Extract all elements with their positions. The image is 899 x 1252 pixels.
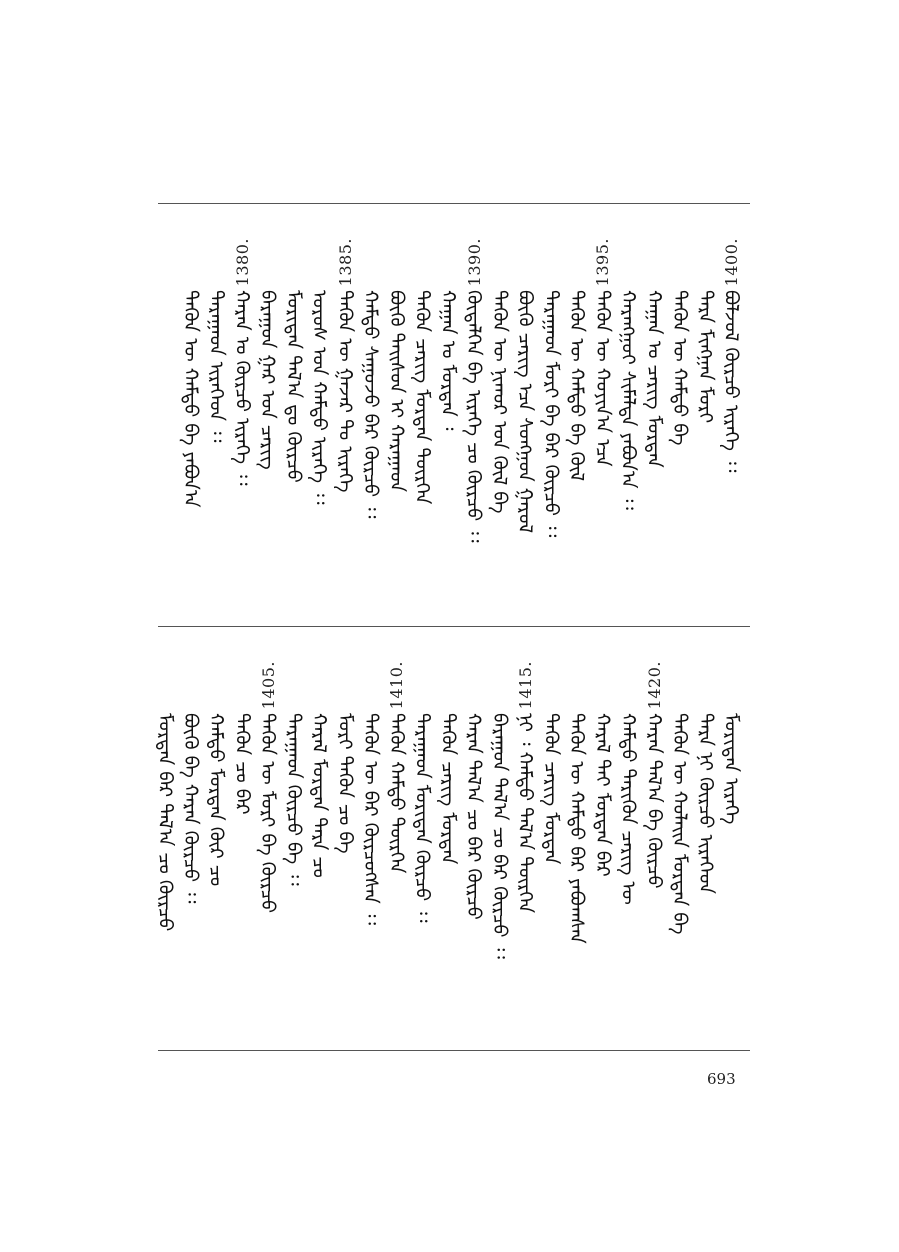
verse-text: ᠬᠠᠷᠠᠨ ᠲᠠᠯ᠎ᠠ ᠴᠤ ᠪᠠᠷ ᠬᠦᠷᠴᠦ xyxy=(462,713,485,920)
verse-text: ᠲᠡᠭᠦᠨ ᠦ ᠬᠣᠶᠢᠨ᠎ᠠ ᠡᠴᠡ xyxy=(591,290,614,467)
verse-text: ᠬᠠᠮᠲᠤ ᠲᠡᠷᠢᠭᠦᠨ ᠴᠡᠷᠢᠭ ᠦ xyxy=(617,713,640,905)
verse-text: ᠲᠠᠷᠠᠭᠠᠳ ᠢᠷᠡᠭᠡᠳ ᠄᠄ xyxy=(205,290,228,443)
verse-text: ᠬᠠᠷᠠᠨ ᠲᠠᠯ᠎ᠠ ᠪᠠ ᠬᠦᠷᠴᠦ xyxy=(642,713,665,889)
verse-line xyxy=(148,637,182,1042)
verse-text: ᠲᠠᠷᠠᠭᠠᠳ ᠬᠦᠷᠴᠦ ᠪᠠ ᠄᠄ xyxy=(282,713,305,886)
verse-text: ᠲᠡᠭᠦᠨ ᠬᠠᠮᠲᠤ ᠲᠦᠷᠭᠡᠨ xyxy=(385,713,408,874)
verse-text: ᠬᠠᠷᠠᠯ ᠲᠠᠢ ᠮᠣᠷᠳᠠᠨ ᠪᠠᠷ xyxy=(591,713,614,877)
line-number: 1410. xyxy=(387,661,407,710)
verse-text: ᠲᠡᠷᠡ ᠮᠢᠩᠭᠠᠨ ᠮᠣᠷᠢ xyxy=(694,290,717,424)
line-number: 1395. xyxy=(593,238,613,287)
verse-text: ᠬᠠᠷᠠᠯ ᠮᠣᠷᠳᠠᠨ ᠲᠡᠷᠡ ᠴᠤ xyxy=(308,713,331,878)
verse-text: ᠲᠡᠭᠦᠨ ᠦ ᠪᠠᠷ ᠬᠦᠷᠴᠦᠭᠰᠡᠨ ᠄᠄ xyxy=(359,713,382,926)
verse-text: ᠲᠡᠷᠡ ᠨᠢ ᠬᠦᠷᠴᠦ ᠢᠷᠡᠭᠡᠳ xyxy=(694,713,717,894)
middle-divider xyxy=(158,626,750,627)
verse-text: ᠪᠠᠷᠠᠭᠤᠨ ᠲᠠᠯ᠎ᠠ ᠴᠤ ᠪᠠᠷ ᠬᠦᠷᠴᠦ ᠄᠄ xyxy=(488,713,511,959)
verse-text: ᠲᠡᠭᠦᠨ ᠴᠤ ᠪᠠᠷ xyxy=(230,713,253,815)
verse-text: ᠲᠠᠷᠠᠭᠠᠳ ᠮᠣᠷᠢ ᠪᠠ ᠪᠠᠷ ᠬᠦᠷᠴᠦ ᠄᠄ xyxy=(539,290,562,538)
verse-text: ᠬᠠᠭᠠᠨ ᠤ ᠮᠣᠷᠳᠠᠨ ᠄ xyxy=(436,290,459,431)
verse-text: ᠪᠦᠬᠦ ᠪᠠ ᠬᠠᠷᠠᠨ ᠬᠦᠷᠴᠦ ᠄᠄ xyxy=(179,713,202,904)
verse-text: ᠪᠦᠬᠦ ᠴᠡᠷᠢᠭ ᠡᠴᠡ ᠰᠣᠩᠭᠣᠨ ᠭᠠᠷᠤᠯ xyxy=(514,290,537,534)
verse-text: ᠮᠣᠷᠳᠠᠨ ᠪᠠᠷ ᠲᠠᠯ᠎ᠠ ᠴᠤ ᠬᠦᠷᠴᠦ xyxy=(153,713,176,932)
verse-line xyxy=(173,214,207,619)
top-divider xyxy=(158,203,750,204)
verse-text: ᠲᠡᠭᠦᠨ ᠦ ᠬᠠᠮᠲᠤ ᠪᠠ ᠬᠥᠯ xyxy=(565,290,588,482)
verse-block-2 xyxy=(153,637,750,1042)
verse-text: ᠬᠠᠷᠠᠩᠭᠤᠢ ᠰᠢᠮᠠᠯᠲᠠ ᠶᠠᠪᠤᠨ᠎ᠠ ᠄᠄ xyxy=(617,290,640,510)
verse-text: ᠬᠠᠷᠠᠨ ᠤ ᠬᠦᠷᠴᠦ ᠢᠷᠡᠭᠡ ᠄᠄ xyxy=(230,290,253,486)
verse-text: ᠮᠣᠷᠢᠳᠠᠨ ᠲᠠᠯ᠎ᠠ ᠳᠤ ᠬᠦᠷᠴᠦ xyxy=(282,290,305,483)
line-number: 1415. xyxy=(516,661,536,710)
line-number: 1400. xyxy=(722,238,741,287)
verse-text: ᠲᠡᠭᠦᠨ ᠴᠡᠷᠢᠭ ᠮᠣᠷᠳᠠᠨ xyxy=(436,713,459,865)
verse-text: ᠲᠡᠭᠦᠨ ᠦ ᠬᠠᠮᠲᠤ ᠪᠠ xyxy=(668,290,691,446)
line-number: 1420. xyxy=(644,661,664,710)
verse-text: ᠲᠠᠷᠠᠭᠠᠳ ᠮᠣᠷᠢᠳᠠᠨ ᠬᠦᠷᠴᠦ ᠄᠄ xyxy=(411,713,434,923)
verse-text: ᠲᠡᠭᠦᠨ ᠴᠡᠷᠢᠭ ᠮᠣᠷᠳᠠᠨ xyxy=(539,713,562,865)
verse-text: ᠬᠠᠮᠲᠤ ᠰᠠᠭᠤᠵᠤ ᠪᠠᠷ ᠬᠦᠷᠴᠦ ᠄᠄ xyxy=(359,290,382,519)
verse-text: ᠪᠠᠷᠠᠭᠤᠨ ᠭᠠᠷ ᠤᠨ ᠴᠡᠷᠢᠭ xyxy=(256,290,279,470)
verse-text: ᠲᠡᠭᠦᠨ ᠦ ᠨᠢᠬᠤᠷ ᠤᠨ ᠬᠥᠯ ᠪᠠ xyxy=(488,290,511,514)
verse-text: ᠲᠡᠭᠦᠨ ᠦ ᠬᠠᠮᠲᠤ ᠪᠠᠷ ᠶᠠᠪᠤᠭᠰᠠᠨ xyxy=(565,713,588,944)
line-number: 1380. xyxy=(232,238,252,287)
verse-block-1 xyxy=(158,214,750,619)
verse-text: ᠲᠡᠭᠦᠨ ᠦ ᠭᠠᠵᠠᠷ ᠲᠤ ᠢᠷᠡᠭᠡ xyxy=(333,290,356,493)
verse-text: ᠪᠣᠯᠵᠣᠯ ᠬᠦᠷᠴᠦ ᠢᠷᠡᠭᠡ ᠄᠄ xyxy=(720,290,742,473)
line-number: 1385. xyxy=(335,238,355,287)
line-number: 1390. xyxy=(464,238,484,287)
verse-text: ᠲᠡᠭᠦᠨ ᠦ ᠬᠣᠯᠠᠢᠨ ᠮᠣᠷᠳᠠᠨ ᠪᠠ xyxy=(668,713,691,935)
verse-text: ᠬᠦᠳᠡᠯᠭᠡᠨ ᠪᠠ ᠢᠷᠡᠭᠡ ᠴᠤ ᠬᠦᠷᠴᠦ ᠄᠄ xyxy=(462,290,485,543)
verse-text: ᠬᠠᠮᠲᠤ ᠮᠣᠷᠳᠠᠨ ᠬᠦᠷ ᠴᠤ xyxy=(205,713,228,887)
verse-text: ᠲᠡᠭᠦᠨ ᠦ ᠬᠠᠮᠲᠤ ᠪᠠ ᠶᠠᠪᠤᠨ᠎ᠠ xyxy=(179,290,202,508)
verse-text: ᠮᠣᠷᠢ ᠲᠡᠭᠦᠨ ᠴᠤ ᠪᠠ xyxy=(333,713,356,854)
verse-text: ᠲᠡᠭᠦᠨ ᠦ ᠮᠣᠷᠢ ᠪᠠ ᠬᠦᠷᠴᠦ xyxy=(256,713,279,914)
verse-text: ᠬᠠᠭᠠᠨ ᠤ ᠴᠡᠷᠢᠭ ᠮᠣᠷᠳᠠᠨ xyxy=(642,290,665,468)
line-number: 1405. xyxy=(258,661,278,710)
verse-text: ᠪᠦᠬᠦ ᠳᠠᠢᠰᠤᠨ ᠢ ᠬᠠᠷᠠᠭᠠᠳ xyxy=(385,290,408,492)
verse-text: ᠨᠢ ᠄ ᠬᠠᠮᠲᠤ ᠲᠠᠯ᠎ᠠ ᠲᠦᠷᠭᠡᠨ xyxy=(514,713,537,914)
verse-text: ᠲᠡᠭᠦᠨ ᠴᠡᠷᠢᠭ ᠮᠣᠷᠳᠠᠨ ᠲᠦᠷᠭᠡᠨ xyxy=(411,290,434,505)
verse-text: ᠣᠷᠣᠰ ᠤᠨ ᠬᠠᠮᠲᠤ ᠢᠷᠡᠭᠡ ᠄᠄ xyxy=(308,290,331,505)
page-number: 693 xyxy=(707,1070,736,1088)
verse-text: ᠮᠣᠷᠢᠳᠠᠨ ᠢᠷᠡᠭᠡ xyxy=(720,713,742,825)
bottom-divider xyxy=(158,1050,750,1051)
